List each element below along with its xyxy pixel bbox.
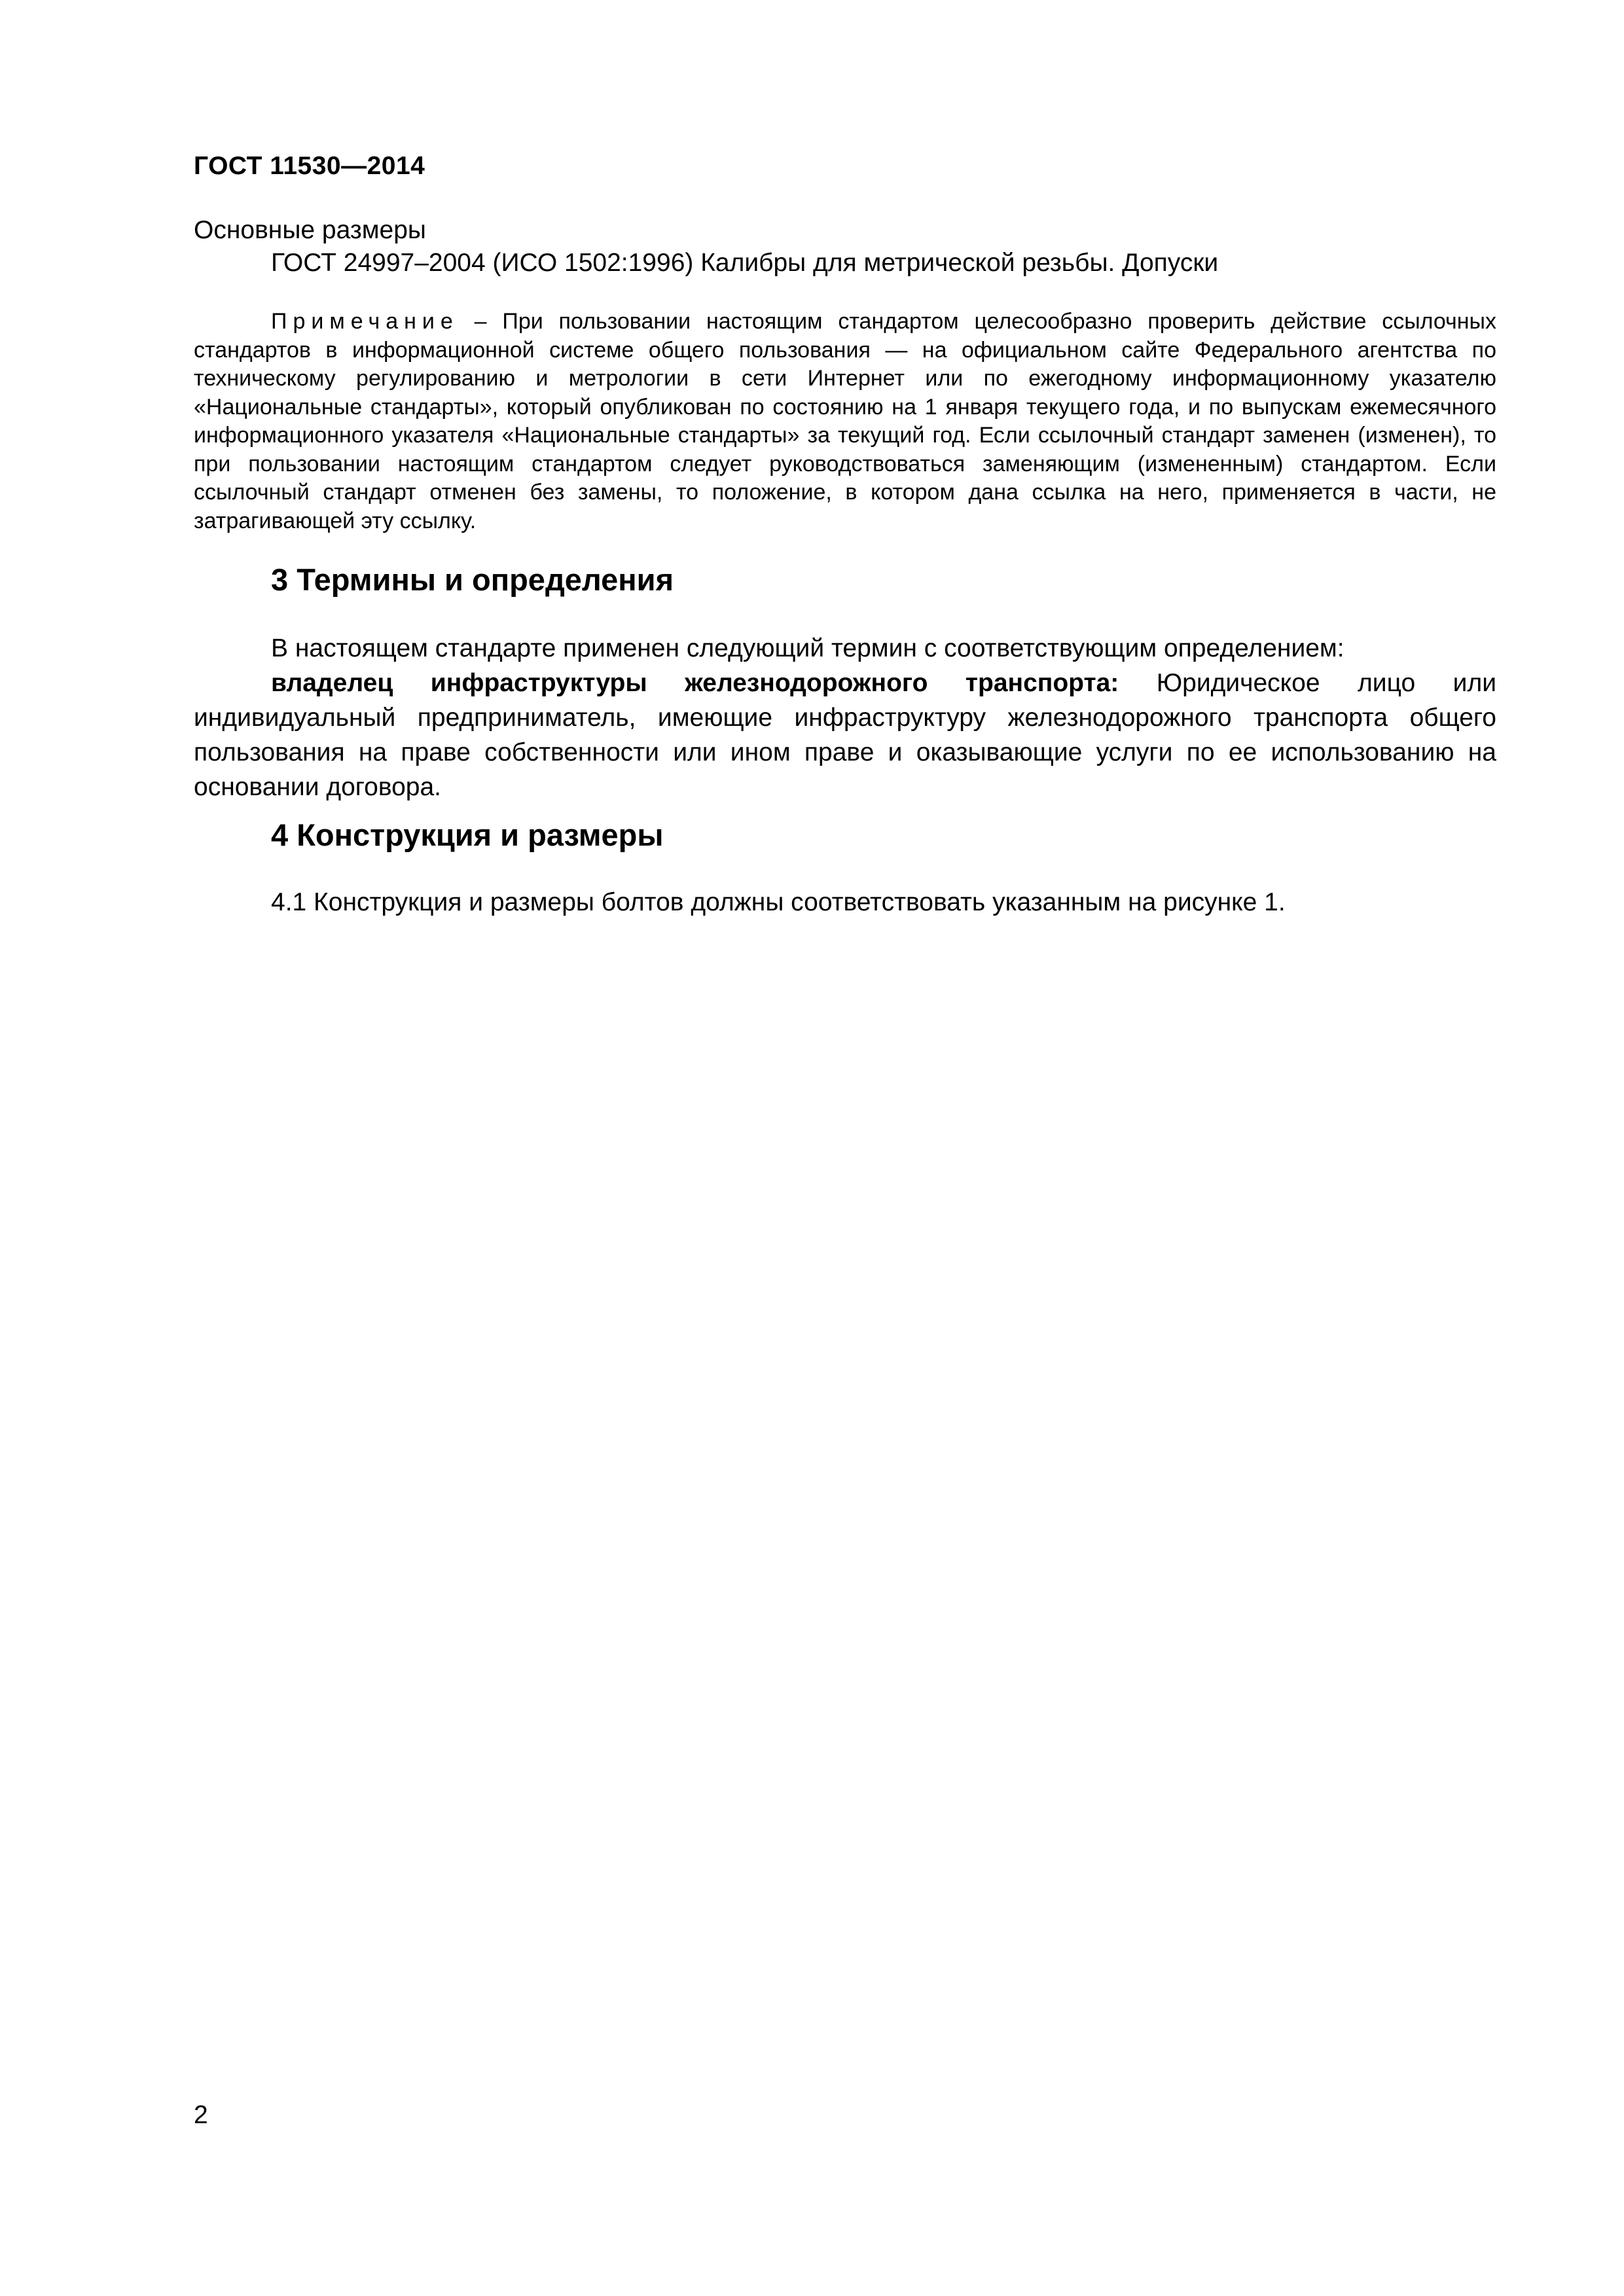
section-4-para-1: 4.1 Конструкция и размеры болтов должны соответствовать указанным на рисунке 1. [271,888,1286,916]
reference-line-2: ГОСТ 24997–2004 (ИСО 1502:1996) Калибры для метрической резьбы. Допуски [271,249,1219,277]
section-3-definition [194,666,1496,804]
term-name: владелец инфраструктуры железнодорожного транспорта: [271,669,1119,697]
term-definition: Юридическое лицо или индивидуальный предприниматель, имеющие инфраструктуру железнодорожного транспорта общего пользования на праве собственности или ином праве и оказывающие услуги по ее использованию на основании договора. [194,669,1496,801]
section-3-intro: В настоящем стандарте применен следующий термин с соответствующим определением: [271,634,1344,662]
document-header-id: ГОСТ 11530—2014 [194,152,425,180]
section-4-title: 4 Конструкция и размеры [271,817,664,852]
note-text: – При пользовании настоящим стандартом целесообразно проверить действие ссылочных стандартов в информационной системе общего пользования — на официальном сайте Федерального агентства по техническому регулированию и метрологии в сети Интернет или по ежегодному информационному указателю «Национальные стандарты», который опубликован по состоянию на 1 января текущего года, и по выпускам ежемесячного информационного указателя «Национальные стандарты» за текущий год. Если ссылочный стандарт заменен (изменен), то при пользовании настоящим стандартом следует руководствоваться заменяющим (измененным) стандартом. Если ссылочный стандарт отменен без замены, то положение, в котором дана ссылка на него, применяется в части, не затрагивающей эту ссылку. [194,309,1496,533]
page-number: 2 [194,2101,208,2129]
section-3-title: 3 Термины и определения [271,562,674,597]
note-paragraph [194,308,1496,535]
reference-line-1: Основные размеры [194,216,426,244]
note-label: Примечание [271,309,459,334]
